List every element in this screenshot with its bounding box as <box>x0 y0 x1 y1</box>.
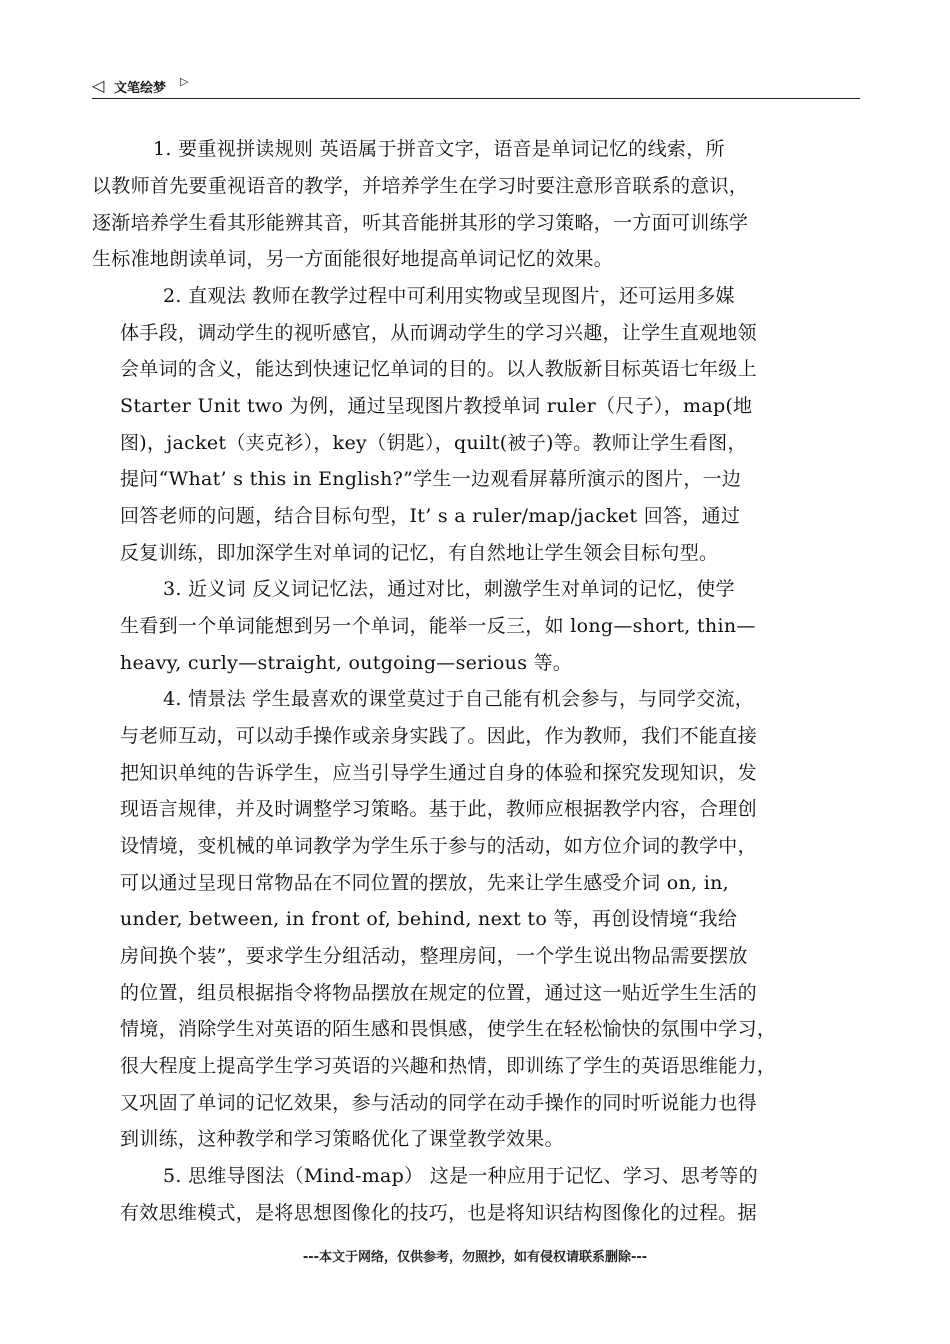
body-line: 的位置，组员根据指令将物品摆放在规定的位置，通过这一贴近学生生活的 <box>120 982 757 1004</box>
body-line: 把知识单纯的告诉学生，应当引导学生通过自身的体验和探究发现知识，发 <box>120 762 757 784</box>
body-line: 逐渐培养学生看其形能辨其音，听其音能拼其形的学习策略，一方面可训练学 <box>92 212 749 234</box>
header-title: 文笔绘梦 <box>114 81 167 96</box>
left-triangle-icon: ◁ <box>92 76 105 95</box>
body-line: 又巩固了单词的记忆效果，参与活动的同学在动手操作的同时听说能力也得 <box>120 1092 757 1114</box>
body-line: 图)，jacket（夹克衫），key（钥匙），quilt(被子)等。教师让学生看图， <box>120 432 747 454</box>
body-line: 可以通过呈现日常物品在不同位置的摆放，先来让学生感受介词 on, in, <box>120 872 729 894</box>
page-header <box>92 74 860 99</box>
body-line: 4. 情景法 学生最喜欢的课堂莫过于自己能有机会参与，与同学交流， <box>163 688 755 710</box>
body-line: 提问“What’ s this in English?”学生一边观看屏幕所演示的图片，一边 <box>120 468 742 490</box>
page-footer: ---本文于网络，仅供参考，勿照抄，如有侵权请联系删除--- <box>302 1250 648 1265</box>
body-line: 很大程度上提高学生学习英语的兴趣和热情，即训练了学生的英语思维能力， <box>120 1055 777 1077</box>
body-line: 体手段，调动学生的视听感官，从而调动学生的学习兴趣，让学生直观地领 <box>120 322 757 344</box>
body-line: 3. 近义词 反义词记忆法，通过对比，刺激学生对单词的记忆，使学 <box>163 578 735 600</box>
body-line: 回答老师的问题，结合目标句型，It’ s a ruler/map/jacket 回答，通过 <box>120 505 741 527</box>
right-triangle-icon: ▷ <box>180 75 189 88</box>
body-line: 设情境，变机械的单词教学为学生乐于参与的活动，如方位介词的教学中， <box>120 835 757 857</box>
body-line: heavy, curly—straight, outgoing—serious 等。 <box>120 652 573 674</box>
body-line: 生标准地朗读单词，另一方面能很好地提高单词记忆的效果。 <box>92 248 614 270</box>
body-line: 生看到一个单词能想到另一个单词，能举一反三，如 long—short, thin— <box>120 615 756 637</box>
body-line: 会单词的含义，能达到快速记忆单词的目的。以人教版新目标英语七年级上 <box>120 358 757 380</box>
body-line: 房间换个装”，要求学生分组活动，整理房间，一个学生说出物品需要摆放 <box>120 945 748 967</box>
body-line: 5. 思维导图法（Mind-map） 这是一种应用于记忆、学习、思考等的 <box>163 1165 758 1187</box>
body-line: 现语言规律，并及时调整学习策略。基于此，教师应根据教学内容，合理创 <box>120 798 757 820</box>
body-line: 有效思维模式，是将思想图像化的技巧，也是将知识结构图像化的过程。据 <box>120 1202 757 1224</box>
body-line: Starter Unit two 为例，通过呈现图片教授单词 ruler（尺子），map(地 <box>120 395 753 417</box>
body-line: 以教师首先要重视语音的教学，并培养学生在学习时要注意形音联系的意识， <box>92 175 749 197</box>
body-line: under, between, in front of, behind, next to 等，再创设情境“我给 <box>120 908 738 930</box>
body-line: 与老师互动，可以动手操作或亲身实践了。因此，作为教师，我们不能直接 <box>120 725 757 747</box>
body-line: 到训练，这种教学和学习策略优化了课堂教学效果。 <box>120 1128 564 1150</box>
body-line: 1. 要重视拼读规则 英语属于拼音文字，语音是单词记忆的线索，所 <box>153 138 725 160</box>
body-line: 2. 直观法 教师在教学过程中可利用实物或呈现图片，还可运用多媒 <box>163 285 735 307</box>
body-line: 情境，消除学生对英语的陌生感和畏惧感，使学生在轻松愉快的氛围中学习， <box>120 1018 777 1040</box>
body-line: 反复训练，即加深学生对单词的记忆，有自然地让学生领会目标句型。 <box>120 542 719 564</box>
